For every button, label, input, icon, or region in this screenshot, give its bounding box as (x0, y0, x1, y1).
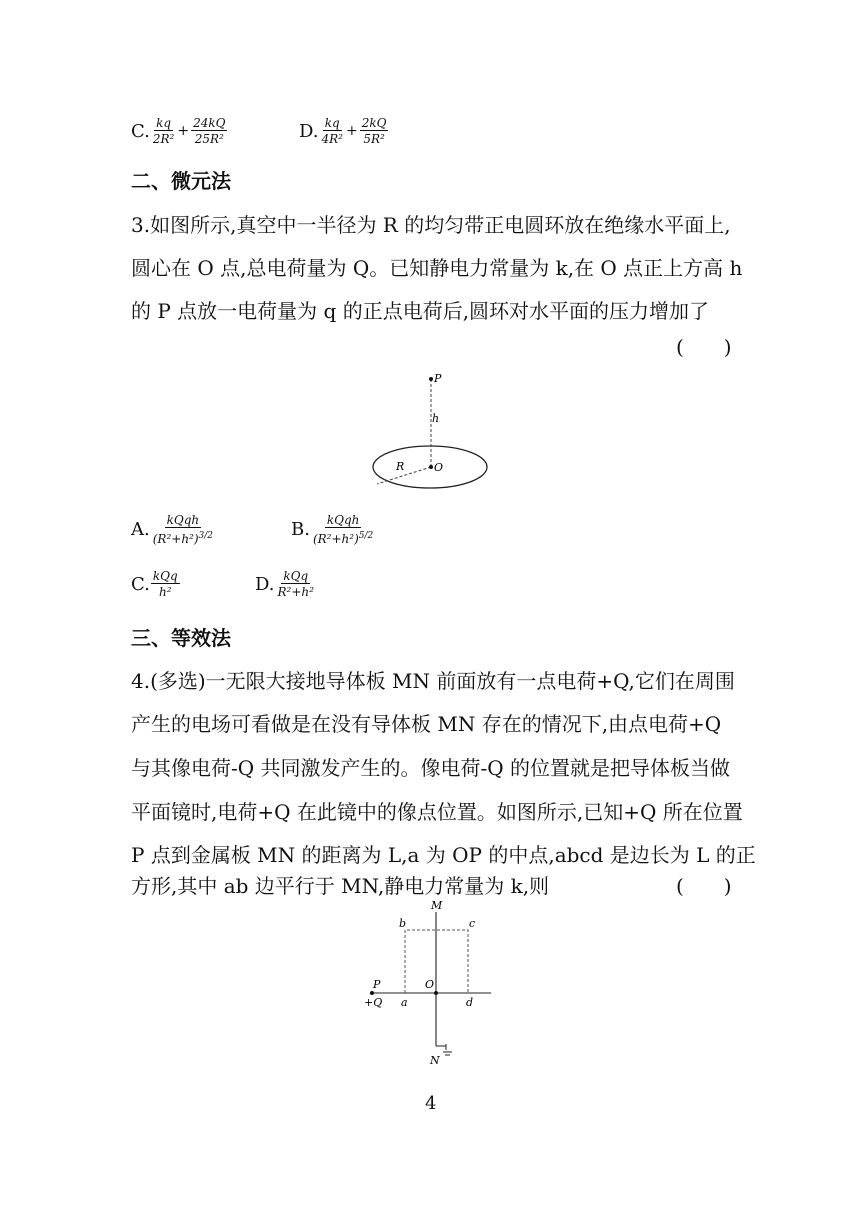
question-3-line-3: 的 P 点放一电荷量为 q 的正点电荷后,圆环对水平面的压力增加了 (131, 299, 710, 323)
question-4-line-3: 与其像电荷-Q 共同激发产生的。像电荷-Q 的位置就是把导体板当做 (131, 756, 731, 780)
point-o (429, 465, 433, 469)
fraction (360, 116, 389, 146)
numerator: 24kQ (193, 116, 226, 130)
question-4-line-2: 产生的电场可看做是在没有导体板 MN 存在的情况下,由点电荷+Q (131, 712, 722, 736)
numerator: kQqh (166, 513, 200, 527)
label-d: d (466, 996, 474, 1009)
fraction (151, 116, 176, 146)
denominator: 2R² (152, 132, 175, 146)
denominator (311, 528, 375, 546)
question-4-line-6: 方形,其中 ab 边平行于 MN,静电力常量为 k,则 (131, 874, 550, 898)
option-label: D. (299, 120, 319, 142)
option-label: C. (131, 120, 150, 142)
label-r: R (396, 460, 405, 473)
option-d (255, 569, 316, 599)
option-label: D. (255, 573, 275, 595)
page-number: 4 (425, 1093, 437, 1114)
denominator: 5R² (363, 132, 385, 146)
denominator: h² (158, 585, 172, 599)
answer-paren-3: ( ) (676, 335, 732, 359)
label-o: O (434, 461, 444, 474)
label-p4: P (373, 978, 381, 991)
numerator: kQqh (326, 513, 360, 527)
question-3-line-1: 3.如图所示,真空中一半径为 R 的均匀带正电圆环放在绝缘水平面上, (131, 213, 731, 237)
fraction (311, 513, 375, 546)
fraction (151, 569, 180, 599)
denominator: R²+h² (277, 585, 314, 599)
ring-figure (360, 368, 500, 498)
fraction (151, 513, 215, 546)
exponent: 3/2 (198, 531, 214, 541)
plate-figure (360, 898, 500, 1070)
label-p: P (434, 372, 442, 385)
label-n: N (430, 1054, 440, 1067)
point-o-center (434, 991, 438, 995)
option-d-prev (299, 116, 388, 146)
option-label: C. (131, 573, 150, 595)
denominator-base: (R²+h²) (312, 532, 359, 546)
numerator: 2kQ (361, 116, 387, 130)
option-c (131, 569, 180, 599)
label-c: c (469, 917, 476, 930)
section-heading-3: 三、等效法 (131, 626, 231, 650)
denominator: 25R² (194, 132, 224, 146)
label-m: M (431, 899, 443, 912)
numerator: kQq (152, 569, 178, 583)
option-label: A. (131, 519, 150, 540)
denominator: 4R² (321, 132, 343, 146)
point-p (429, 377, 433, 381)
option-label: B. (291, 519, 310, 540)
option-b (291, 513, 375, 546)
denominator (151, 528, 215, 546)
section-heading-2: 二、微元法 (131, 169, 231, 193)
question-4-line-1: 4.(多选)一无限大接地导体板 MN 前面放有一点电荷+Q,它们在周围 (131, 669, 735, 693)
option-c-prev (131, 116, 227, 146)
numerator: kq (324, 116, 340, 130)
fraction (276, 569, 316, 599)
plus-sign: + (177, 123, 190, 139)
question-4-line-4: 平面镜时,电荷+Q 在此镜中的像点位置。如图所示,已知+Q 所在位置 (131, 800, 743, 824)
label-a: a (401, 996, 408, 1009)
label-b: b (399, 917, 407, 930)
denominator-base: (R²+h²) (152, 532, 199, 546)
answer-paren-4: ( ) (676, 874, 732, 898)
label-q: +Q (364, 996, 383, 1009)
question-4-line-5: P 点到金属板 MN 的距离为 L,a 为 OP 的中点,abcd 是边长为 L 的正 (131, 843, 756, 867)
label-o4: O (425, 978, 435, 991)
numerator: kQq (283, 569, 309, 583)
fraction (320, 116, 345, 146)
fraction (191, 116, 227, 146)
plus-sign: + (346, 123, 358, 139)
label-h: h (432, 412, 440, 425)
question-3-line-2: 圆心在 O 点,总电荷量为 Q。已知静电力常量为 k,在 O 点正上方高 h (131, 256, 743, 280)
numerator: kq (156, 116, 172, 130)
exponent: 5/2 (358, 531, 374, 541)
point-p-charge (370, 991, 374, 995)
option-a (131, 513, 215, 546)
